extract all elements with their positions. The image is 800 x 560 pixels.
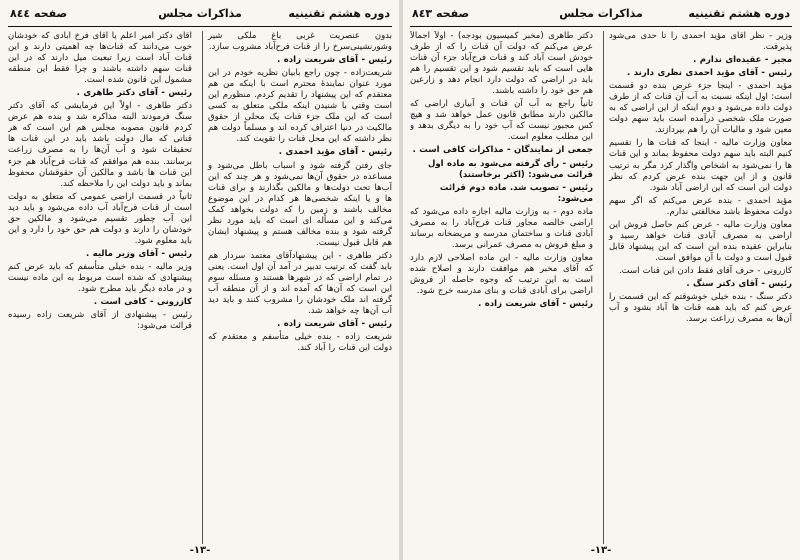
right-page-footer-number: -١٣-: [590, 545, 612, 556]
transcript-paragraph: معاون وزارت مالیه - اینجا که قنات ها را تقسیم کنیم البته باید سهم دولت محفوظ بماند و این قنات ها را نمی‌شود به اشخاص واگذار کرد مگر به ترتیب قانون و از این جهت بنده عرض کردم که نظر دولت این است که این اراضی آباد شود.: [609, 138, 792, 193]
transcript-paragraph: بدون عنصریت غربی باغ ملکی شیر وشورنشینی‌سرخ را از قنات فرح‌آباد مشروب سازد.: [208, 31, 392, 53]
right-header-rule: [410, 26, 792, 27]
left-header-rule: [8, 26, 392, 27]
left-page-title: مذاکرات مجلس: [158, 7, 242, 20]
transcript-paragraph: کازرونی - حرف آقای فقط دادن این قنات است.: [618, 265, 792, 276]
right-page-number-label: صفحه ٨٤٣: [412, 7, 470, 20]
transcript-paragraph: آقای دکتر امیر اعلم یا آقای فرخ آبادی که خودشان خوب می‌دانند که قنات‌ها چه اهمیتی دارند و این قنات آباد است زیرا تبعیت میل دارند که در این قنات سهم داشته باشند و چرا فقط این منطقه مشمول این قانون شده است.: [8, 31, 192, 86]
right-page: [402, 0, 800, 560]
speaker-line: رئیس - آقای شریعت زاده .: [277, 319, 392, 330]
transcript-paragraph: دکتر طاهری - این پیشنهادآقای معتمد سردار هم باید گفت که ترتیب تدبیر در آمد آن اول است. یعنی در تمام اراضی که در شهرها هستند و مسئله سوم این است که آن‌ها که آمده اند و از آن منطقه آب گرفته اند ملک خودشان را مشروب کنند و باید دید آب آن‌ها چه خواهد شد.: [208, 250, 392, 317]
transcript-paragraph: مؤید احمدی - اینجا جزء عرض بنده دو قسمت است: اول اینکه نسبت به آب آن قنات که از طرف دولت داده می‌شود و دوم اینکه از این اراضی که به صورت ملک شخصی درآمده است باید سهم دولت معین شود و مالیات آن را هم بپردازند.: [609, 81, 792, 136]
transcript-paragraph: شریعت زاده - بنده خیلی متأسفم و معتقدم که دولت این قنات را آباد کند.: [208, 332, 392, 354]
speaker-line: جمعی از نمایندگان - مذاکرات کافی است .: [412, 145, 593, 156]
speaker-line: رئیس - آقای دکتر سنگ .: [686, 278, 792, 289]
transcript-paragraph: جای رفتن گرفته شود و اسباب باطل می‌شود و مساعده در حقوق آن‌ها نمی‌شود و هر چند که این آب‌ها تحت دولت‌ها و مالکین بگذارند و برای قنات ها و یا اینکه شخصی‌ها هر کدام در این موضوع مخالف باشند و زمین را که دولت بخواهد کمک می‌کند و این مسأله ای است که باید مورد نظر گرفته شود و بنده مخالف هستم و پیشنهاد ایشان هم قابل قبول نیست.: [208, 160, 392, 248]
transcript-paragraph: دکتر سنگ - بنده خیلی خوشوقتم که این قسمت را عرض کنم که باید همه قنات ها آباد بشود و آب آن‌ها به مصرف زراعت برسد.: [609, 292, 792, 325]
speaker-line: رئیس - آقای شریعت زاده .: [478, 299, 593, 310]
transcript-paragraph: رئیس - پیشنهادی از آقای شریعت زاده رسیده قرائت می‌شود:: [8, 310, 192, 332]
left-page-column-1: [202, 31, 392, 544]
transcript-paragraph: مؤید احمدی - بنده عرض می‌کنم که اگر سهم دولت محفوظ باشد مخالفتی ندارم.: [609, 195, 792, 217]
transcript-paragraph: وزیر - نظر آقای مؤید احمدی را تا حدی می‌شود پذیرفت.: [609, 31, 792, 53]
transcript-paragraph: ثانیاً در قسمت اراضی عمومی که متعلق به دولت است از قنات فرح‌آباد آب داده می‌شود و باید دید این آب چطور تقسیم می‌شود و مالکین حق خودشان را دارند و دولت هم حق خود را دارد و این باید معلوم شود.: [8, 191, 192, 246]
transcript-paragraph: ماده دوم - به وزارت مالیه اجازه داده می‌شود که اراضی خالصه مجاور قنات فرح‌آباد را به مصرف آبادی قنات و ساختمان مدرسه و مریضخانه برساند و مبلغ فروش به مصرف عمرانی برسد.: [410, 206, 593, 250]
left-page-columns: [8, 31, 392, 544]
speaker-line: رئیس - آقای وزیر مالیه .: [85, 248, 192, 259]
right-page-header: [412, 4, 790, 24]
left-page-footer-number: -١٣-: [189, 545, 211, 556]
right-page-column-2: [410, 31, 593, 544]
transcript-paragraph: معاون وزارت مالیه - عرض کنم حاصل فروش این اراضی به مصرف آبادی قنات خواهد رسید و بنابراین عقیده بنده این است که این پیشنهاد قابل قبول است و دولت با آن موافق است.: [609, 219, 792, 263]
right-page-column-1: [603, 31, 792, 544]
transcript-paragraph: شریعت‌زاده - چون راجع بابیان نظریه خودم در این مورد عنوان نمایندهٔ محترم است با اینکه من هم معتقدم که این پیشنهاد را تقدیم کردم. منظورم این است وقتی با شنیدن اینکه ملکی متعلق به کسی است که این ملک جزء قنات یک محلی از حقوق مالکیت در دنیا اعتراف کرده اند و مسلماً دولت هم نظر داشته که این محل قنات را تقویت کند.: [208, 68, 392, 145]
transcript-paragraph: ثانیاً راجع به آب آن قنات و آبیاری اراضی که مالکین دارند مطابق قانون عمل خواهد شد و هیچ کس مجبور نیست که آب خود را به دیگری بدهد و این مطلب معلوم است.: [410, 99, 593, 143]
transcript-paragraph: دکتر طاهری (مخبر کمیسیون بودجه) - اولاً اجمالاً عرض می‌کنم که دولت آن قنات را که از طرف خودش است آباد کند و قنات فرح‌آباد جزء آن قنات هایی است که باید تقسیم شود و این تقسیم را هم باید در اراضی که دولت دارد انجام دهد و زارعین هم حق خود را داشته باشند.: [410, 31, 593, 97]
left-page-session: دوره هشتم تقنینیه: [288, 7, 390, 20]
speaker-line: رئیس - آقای مؤید احمدی .: [278, 147, 392, 158]
speaker-line: رئیس - آقای شریعت زاده .: [277, 55, 392, 66]
right-page-session: دوره هشتم تقنینیه: [688, 7, 790, 20]
transcript-paragraph: دکتر طاهری - اولاً این فرمایشی که آقای دکتر سنگ فرمودند البته مذاکره شد و بنده هم عرض کردم قانون مصوبه مجلس هم این است که هر قناتی که مال دولت باشد باید در این قنات ها تحقیقات شود و آب آن‌ها را به مصرف زراعت برسانند. بنده هم موافقم که قنات فرح‌آباد هم جزء این قنات ها باشد و مالکین آن حقوقشان محفوظ بماند و باید دولت این را ملاحظه کند.: [8, 101, 192, 189]
left-page-header: [10, 4, 390, 24]
speaker-line: رئیس - آقای دکتر طاهری .: [76, 88, 192, 99]
transcript-paragraph: معاون وزارت مالیه - این ماده اصلاحی لازم دارد که آقای مخبر هم موافقت دارند و اصلاح شده است به این ترتیب که وجوه حاصله از فروش اراضی برای آبادی قنات و بنای مدرسه خرج شود.: [410, 252, 593, 297]
transcript-paragraph: وزیر مالیه - بنده خیلی متأسفم که باید عرض کنم پیشنهادی که شده است مربوط به این ماده نیست و در ماده دیگر باید مطرح شود.: [8, 261, 192, 295]
left-page-number-label: صفحه ٨٤٤: [10, 7, 68, 20]
right-page-columns: [410, 31, 792, 544]
speaker-line: مجیر - عقیده‌ای ندارم .: [693, 55, 792, 66]
speaker-line: رئیس - آقای مؤید احمدی نظری دارند .: [627, 68, 792, 79]
speaker-line: کازرونی - کافی است .: [93, 297, 192, 308]
speaker-line: رئیس - رأی گرفته می‌شود به ماده اول قرائت می‌شود: (اکثر برخاستند): [428, 158, 593, 180]
left-page-column-2: [8, 31, 192, 544]
speaker-line: رئیس - تصویب شد. ماده دوم قرائت می‌شود:: [439, 182, 593, 204]
right-page-title: مذاکرات مجلس: [559, 7, 643, 20]
